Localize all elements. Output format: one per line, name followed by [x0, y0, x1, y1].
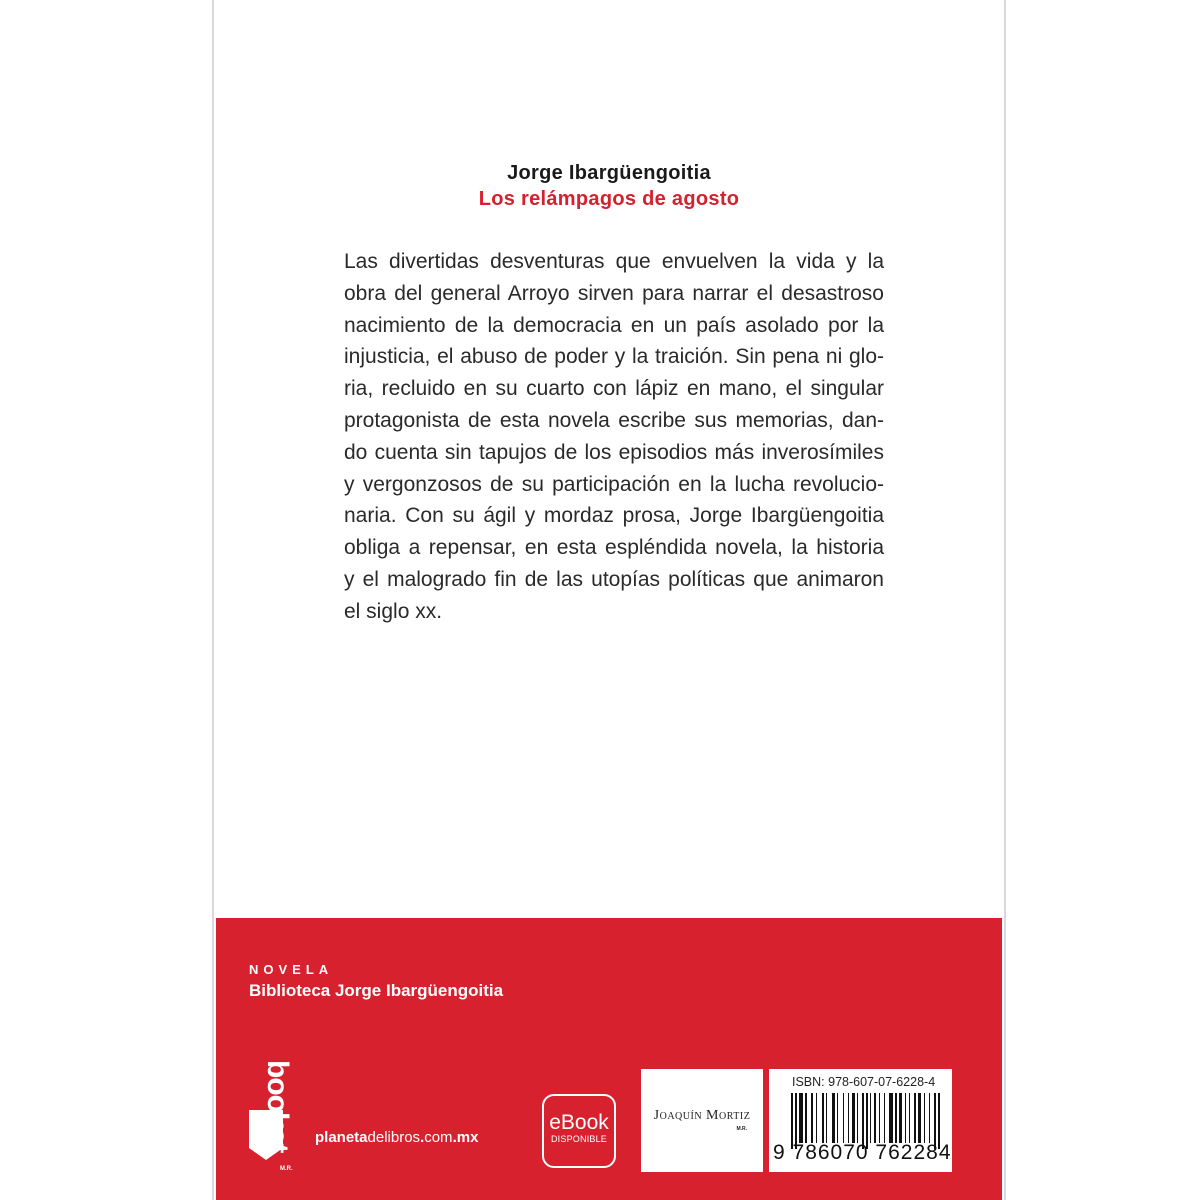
ebook-sublabel: DISPONIBLE [550, 1134, 608, 1144]
booket-logo [244, 1056, 294, 1172]
synopsis-line: y vergonzosos de su participación en la lucha revolucio- [344, 472, 884, 496]
barcode-digits: 9 786070 762284 [773, 1141, 952, 1164]
website-part: com [424, 1129, 453, 1146]
collection-label: Biblioteca Jorge Ibargüengoitia [249, 981, 504, 1000]
website-part: . [420, 1129, 425, 1146]
genre-label: NOVELA [249, 962, 334, 977]
publisher-trademark: M.R. [736, 1126, 747, 1132]
synopsis-line: y el malogrado fin de las utopías políticas que animaron [344, 567, 884, 591]
synopsis-line: ria, recluido en su cuarto con lápiz en mano, el singular [344, 377, 884, 401]
book-title: Los relámpagos de agosto [478, 188, 740, 210]
website-part: .mx [452, 1129, 479, 1146]
footer-panel [216, 918, 1002, 1200]
synopsis-line: Las divertidas desventuras que envuelven la vida y la [344, 250, 884, 273]
booket-trademark: M.R. [280, 1166, 293, 1172]
synopsis-line: el siglo xx. [344, 599, 443, 623]
synopsis-line: protagonista de esta novela escribe sus memorias, dan- [344, 408, 884, 432]
website-part: delibros [367, 1129, 421, 1146]
website-link[interactable] [315, 1129, 478, 1146]
synopsis-line: obliga a repensar, en esta espléndida novela, la historia [344, 536, 884, 560]
synopsis-line: injusticia, el abuso de poder y la traición. Sin pena ni glo- [344, 345, 884, 369]
synopsis-line: naria. Con su ágil y mordaz prosa, Jorge Ibargüengoitia [344, 504, 884, 528]
isbn-barcode [769, 1069, 952, 1172]
synopsis-line: nacimiento de la democracia en un país asolado por la [344, 313, 884, 337]
ebook-badge [542, 1094, 616, 1168]
synopsis [344, 246, 884, 628]
book-back-cover [212, 0, 1006, 1200]
synopsis-line: obra del general Arroyo sirven para narrar el desastroso [344, 281, 884, 305]
publisher-name: Joaquín Mortiz [653, 1108, 751, 1123]
ebook-label: eBook [549, 1111, 609, 1134]
publisher-logo [641, 1069, 763, 1172]
synopsis-line: do cuenta sin tapujos de los episodios más inverosímiles [344, 440, 884, 464]
isbn-label: ISBN: 978-607-07-6228-4 [792, 1075, 936, 1089]
booket-wordmark: booket [261, 1060, 294, 1153]
author-name: Jorge Ibargüengoitia [507, 162, 711, 184]
website-part: planeta [315, 1129, 368, 1146]
cover-heading [214, 160, 1004, 212]
